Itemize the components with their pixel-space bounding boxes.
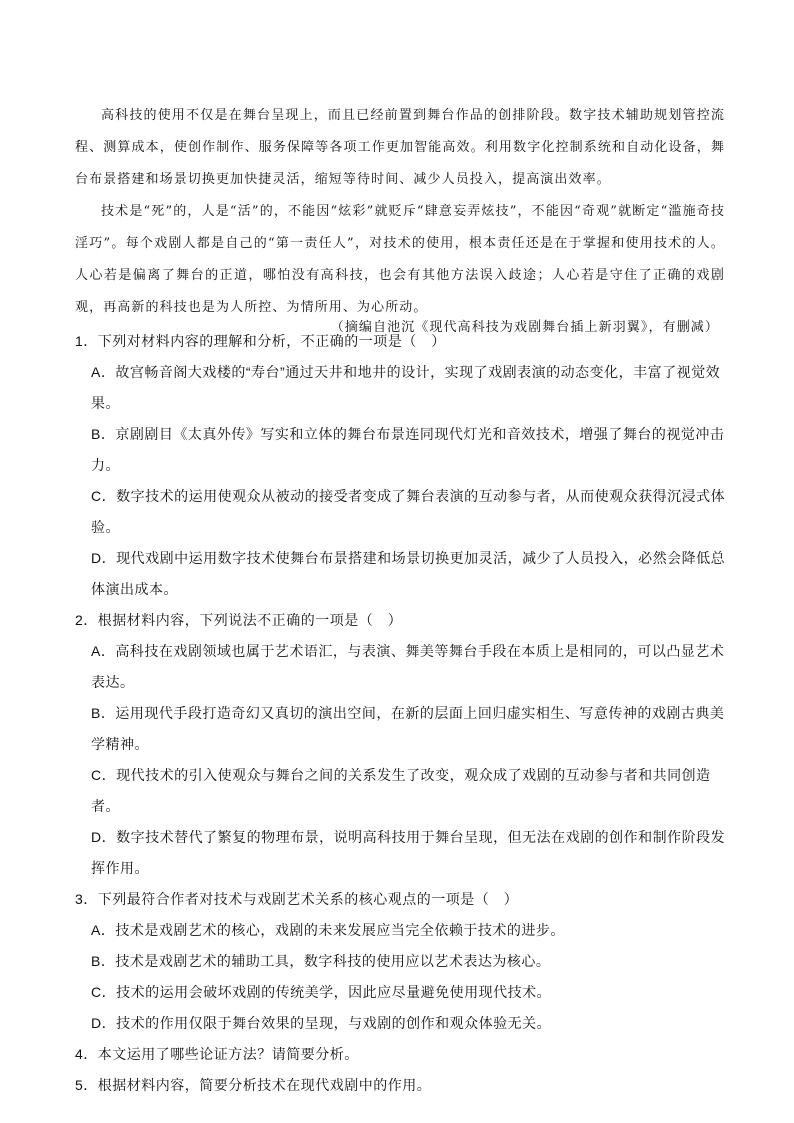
question-1 bbox=[75, 326, 735, 605]
passage-source: （摘编自池沉《现代高科技为戏剧舞台插上新羽翼》，有删减） bbox=[330, 320, 719, 335]
question-stem: 1．下列对材料内容的理解和分析，不正确的一项是（ ） bbox=[75, 333, 446, 349]
option-c: C．现代技术的引入使观众与舞台之间的关系发生了改变，观众成了戏剧的互动参与者和共同创造者。 bbox=[91, 767, 711, 814]
option-a: A．高科技在戏剧领域也属于艺术语汇，与表演、舞美等舞台手段在本质上是相同的，可以凸显艺术表达。 bbox=[91, 643, 725, 690]
question-stem: 5．根据材料内容，简要分析技术在现代戏剧中的作用。 bbox=[75, 1077, 432, 1093]
option-b: B．技术是戏剧艺术的辅助工具，数字科技的使用应以艺术表达为核心。 bbox=[91, 953, 551, 969]
question-3 bbox=[75, 884, 735, 1039]
question-5 bbox=[75, 1070, 735, 1101]
option-a: A．故宫畅音阁大戏楼的“寿台”通过天井和地井的设计，实现了戏剧表演的动态变化，丰富了视觉效果。 bbox=[91, 364, 721, 411]
question-stem: 2．根据材料内容，下列说法不正确的一项是（ ） bbox=[75, 612, 403, 628]
question-stem: 3．下列最符合作者对技术与戏剧艺术关系的核心观点的一项是（ ） bbox=[75, 891, 519, 907]
passage-paragraph: 高科技的使用不仅是在舞台呈现上，而且已经前置到舞台作品的创排阶段。数字技术辅助规划管控流程、测算成本，使创作制作、服务保障等各项工作更加智能高效。利用数字化控制系统和自动化设备，舞台布景搭建和场景切换更加快捷灵活，缩短等待时间、减少人员投入，提高演出效率。 bbox=[75, 108, 725, 187]
option-c: C．技术的运用会破坏戏剧的传统美学，因此应尽量避免使用现代技术。 bbox=[91, 984, 552, 1000]
option-b: B．运用现代手段打造奇幻又真切的演出空间，在新的层面上回归虚实相生、写意传神的戏剧古典美学精神。 bbox=[91, 705, 725, 752]
question-stem: 4．本文运用了哪些论证方法？请简要分析。 bbox=[75, 1046, 359, 1062]
question-list bbox=[75, 326, 735, 1101]
question-4 bbox=[75, 1039, 735, 1070]
option-d: D．技术的作用仅限于舞台效果的呈现，与戏剧的创作和观众体验无关。 bbox=[91, 1015, 552, 1031]
passage-paragraph: 技术是“死”的，人是“活”的，不能因“炫彩”就贬斥“肆意妄弄炫技”，不能因“奇观”就断定“滥施奇技淫巧”。每个戏剧人都是自己的“第一责任人”，对技术的使用，根本责任还是在于掌握和使用技术的人。人心若是偏离了舞台的正道，哪怕没有高科技，也会有其他方法误入歧途；人心若是守住了正确的戏剧观，再高新的科技也是为人所控、为情所用、为心所动。 bbox=[75, 204, 725, 315]
option-b: B．京剧剧目《太真外传》写实和立体的舞台布景连同现代灯光和音效技术，增强了舞台的视觉冲击力。 bbox=[91, 426, 725, 473]
reading-passage bbox=[75, 100, 725, 324]
question-2 bbox=[75, 605, 735, 884]
option-a: A．技术是戏剧艺术的核心，戏剧的未来发展应当完全依赖于技术的进步。 bbox=[91, 922, 565, 938]
option-c: C．数字技术的运用使观众从被动的接受者变成了舞台表演的互动参与者，从而使观众获得沉浸式体验。 bbox=[91, 488, 726, 535]
option-d: D．现代戏剧中运用数字技术使舞台布景搭建和场景切换更加灵活，减少了人员投入，必然会降低总体演出成本。 bbox=[91, 550, 726, 597]
option-d: D．数字技术替代了繁复的物理布景，说明高科技用于舞台呈现，但无法在戏剧的创作和制作阶段发挥作用。 bbox=[91, 829, 726, 876]
